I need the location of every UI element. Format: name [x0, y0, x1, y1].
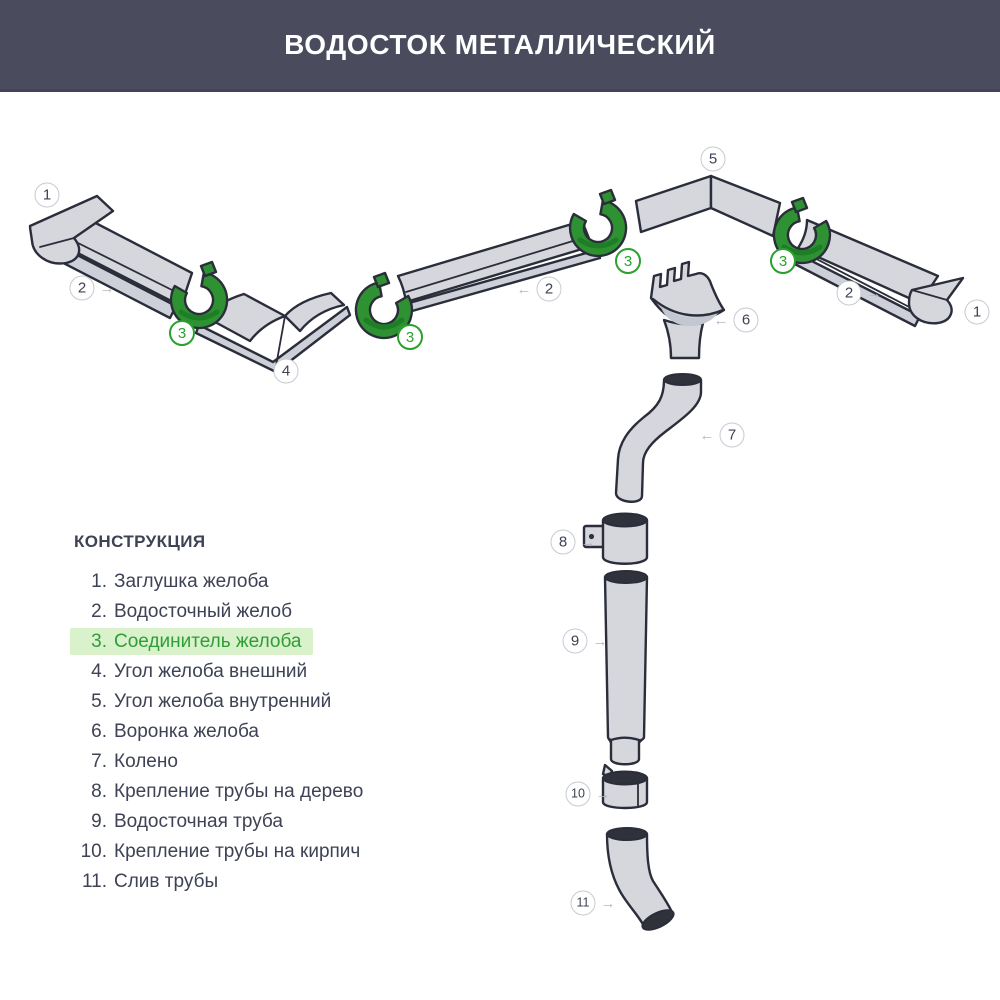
callout-number: 6: [741, 311, 751, 329]
callout-arrow-right-icon: →: [580, 533, 596, 551]
callout-arrow-right-icon: →: [595, 785, 611, 803]
legend-item-label: Угол желоба внутренний: [114, 691, 332, 712]
callout-number: 10: [571, 786, 585, 801]
legend-item-number: 2.: [91, 601, 107, 622]
callout-number: 7: [727, 426, 737, 444]
legend-item-label: Колено: [114, 751, 178, 772]
legend: [70, 532, 375, 898]
callout-arrow-right-icon: →: [99, 279, 115, 297]
legend-item-label: Соединитель желоба: [114, 631, 302, 652]
callout-number: 4: [281, 362, 291, 380]
page-title: ВОДОСТОК МЕТАЛЛИЧЕСКИЙ: [284, 28, 716, 60]
legend-item-label: Водосточная труба: [114, 811, 283, 832]
legend-item-label: Заглушка желоба: [114, 571, 269, 592]
legend-heading: КОНСТРУКЦИЯ: [74, 532, 206, 551]
legend-item-number: 9.: [91, 811, 107, 832]
legend-item-4: [70, 658, 319, 685]
callout-arrow-left-icon: ←: [699, 426, 715, 444]
legend-item-label: Крепление трубы на дерево: [114, 781, 364, 802]
legend-item-number: 7.: [91, 751, 107, 772]
part-connector-4: [774, 198, 830, 263]
callout-number: 1: [972, 303, 982, 321]
part-pipe-clamp-brick: [603, 765, 647, 808]
legend-item-number: 10.: [80, 841, 107, 862]
legend-item-number: 6.: [91, 721, 107, 742]
callout-number: 2: [844, 284, 854, 302]
callout-number: 11: [576, 895, 590, 910]
legend-item-7: [70, 748, 190, 775]
legend-item-number: 5.: [91, 691, 107, 712]
callout-number: 3: [778, 252, 788, 270]
legend-item-number: 8.: [91, 781, 107, 802]
callout-number: 3: [405, 328, 415, 346]
callout-arrow-left-icon: ←: [713, 311, 729, 329]
callout-number: 9: [570, 632, 580, 650]
legend-list: [70, 568, 375, 895]
callout-number: 2: [544, 280, 554, 298]
legend-item-11: [70, 868, 230, 895]
legend-item-2: [70, 598, 304, 625]
callout-number: 3: [623, 252, 633, 270]
callout-number: 3: [177, 324, 187, 342]
legend-item-10: [70, 838, 372, 865]
legend-item-label: Водосточный желоб: [114, 601, 292, 622]
callout-number: 5: [708, 150, 718, 168]
legend-item-1: [70, 568, 281, 595]
legend-item-number: 4.: [91, 661, 107, 682]
part-downpipe: [605, 571, 647, 764]
part-funnel: [651, 262, 724, 358]
part-drain-elbow: [607, 828, 676, 934]
part-elbow: [616, 374, 701, 502]
legend-item-3: [70, 628, 313, 655]
callout-arrow-right-icon: →: [866, 284, 882, 302]
legend-item-number: 3.: [91, 631, 107, 652]
legend-item-5: [70, 688, 343, 715]
callout-number: 2: [77, 279, 87, 297]
legend-item-label: Воронка желоба: [114, 721, 259, 742]
legend-item-6: [70, 718, 271, 745]
callout-arrow-left-icon: ←: [516, 280, 532, 298]
legend-item-8: [70, 778, 375, 805]
legend-item-label: Крепление трубы на кирпич: [114, 841, 361, 862]
legend-item-label: Слив трубы: [114, 871, 219, 892]
callout-number: 8: [558, 533, 568, 551]
legend-item-label: Угол желоба внешний: [114, 661, 308, 682]
legend-item-number: 11.: [81, 871, 107, 892]
callout-arrow-right-icon: →: [592, 632, 608, 650]
part-inner-corner: [636, 176, 780, 236]
legend-item-9: [70, 808, 295, 835]
callout-number: 1: [42, 186, 52, 204]
callout-arrow-right-icon: →: [600, 894, 616, 912]
legend-item-number: 1.: [91, 571, 107, 592]
part-pipe-clamp-wood: [584, 514, 647, 564]
part-connector-3: [570, 190, 626, 256]
